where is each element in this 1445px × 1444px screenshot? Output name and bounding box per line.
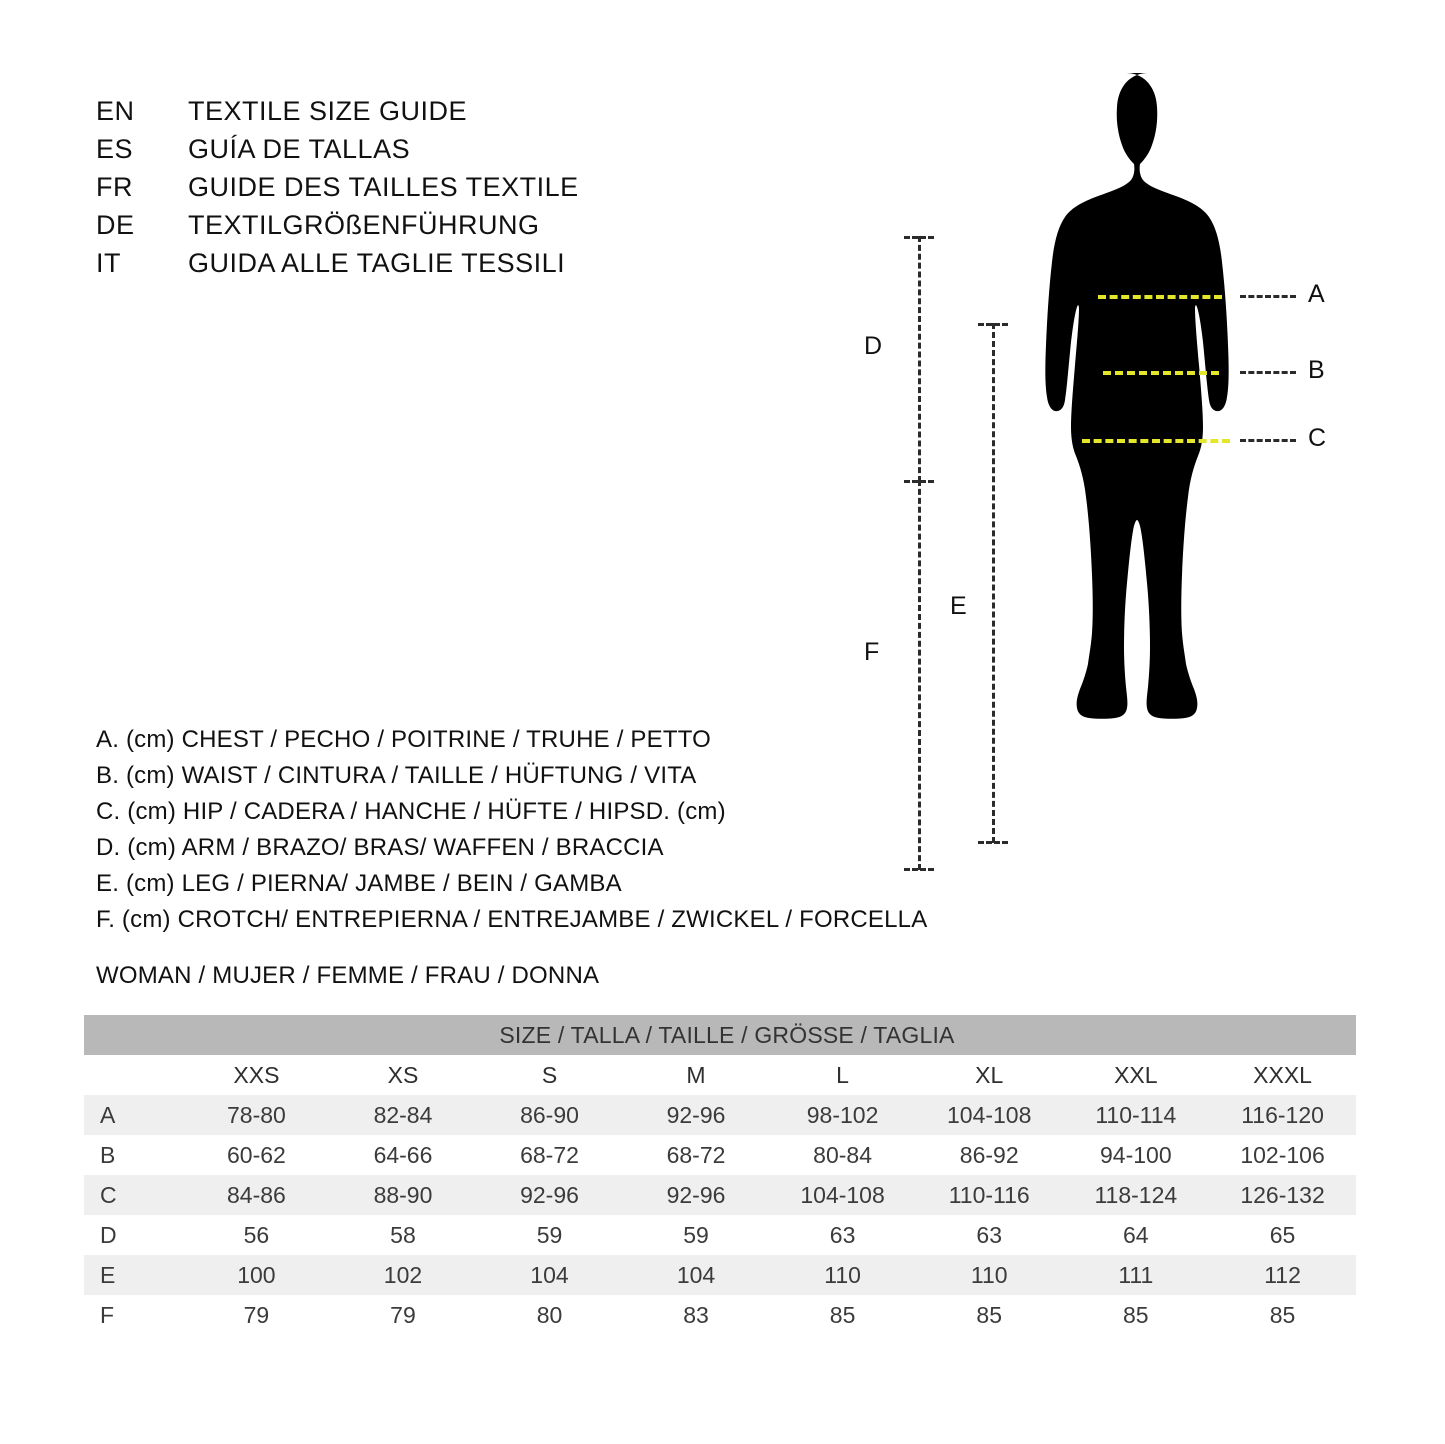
table-cell: 88-90 [330,1175,477,1215]
table-cell: 63 [916,1215,1063,1255]
table-cell: 118-124 [1063,1175,1210,1215]
row-label: D [84,1215,183,1255]
table-cell: 110 [916,1255,1063,1295]
marker-d: D [864,332,883,360]
table-cell: 58 [330,1215,477,1255]
table-cell: 104-108 [916,1095,1063,1135]
size-header-cell: XS [330,1055,477,1095]
table-row [84,1295,1356,1335]
table-cell: 85 [916,1295,1063,1335]
size-table [84,1015,1356,1335]
language-row [96,244,716,282]
table-row [84,1215,1356,1255]
language-title: GUIDE DES TAILLES TEXTILE [188,172,579,202]
table-cell: 92-96 [623,1095,770,1135]
table-cell: 59 [476,1215,623,1255]
size-header-cell: XL [916,1055,1063,1095]
table-cell: 98-102 [769,1095,916,1135]
hip-measure-line [1082,439,1230,443]
table-cell: 63 [769,1215,916,1255]
size-header-cell: XXS [183,1055,330,1095]
crotch-bracket-line [918,480,921,870]
marker-c: C [1308,424,1327,452]
chest-leader-line [1240,295,1296,298]
size-header-cell: XXL [1063,1055,1210,1095]
measurement-legend [96,722,928,938]
table-cell: 60-62 [183,1135,330,1175]
size-header-cell: L [769,1055,916,1095]
hip-leader-line [1240,439,1296,442]
row-label: A [84,1095,183,1135]
table-cell: 102 [330,1255,477,1295]
row-label: C [84,1175,183,1215]
language-row [96,168,716,206]
table-cell: 64 [1063,1215,1210,1255]
table-header-band [84,1015,1356,1055]
language-code: IT [96,248,121,278]
woman-silhouette-icon [1020,65,1280,905]
marker-b: B [1308,356,1325,384]
table-cell: 110-114 [1063,1095,1210,1135]
table-cell: 102-106 [1209,1135,1356,1175]
marker-e: E [950,592,967,620]
legend-item-e: E. (cm) LEG / PIERNA/ JAMBE / BEIN / GAMBA [96,870,622,897]
legend-item-a: A. (cm) CHEST / PECHO / POITRINE / TRUHE / PETTO [96,726,712,753]
table-cell: 68-72 [476,1135,623,1175]
table-row [84,1175,1356,1215]
table-cell: 68-72 [623,1135,770,1175]
table-row [84,1135,1356,1175]
table-cell: 84-86 [183,1175,330,1215]
table-cell: 59 [623,1215,770,1255]
leg-bracket-line [992,323,995,843]
table-cell: 116-120 [1209,1095,1356,1135]
section-label-woman: WOMAN / MUJER / FEMME / FRAU / DONNA [96,962,600,989]
table-cell: 85 [769,1295,916,1335]
legend-item-d: D. (cm) ARM / BRAZO/ BRAS/ WAFFEN / BRACCIA [96,834,664,861]
arm-bracket-line [918,236,921,482]
table-cell: 104-108 [769,1175,916,1215]
table-cell: 78-80 [183,1095,330,1135]
language-title: TEXTILE SIZE GUIDE [188,96,468,126]
marker-a: A [1308,280,1325,308]
table-header-label: SIZE / TALLA / TAILLE / GRÖSSE / TAGLIA [84,1015,1356,1055]
table-cell: 80 [476,1295,623,1335]
table-cell: 86-92 [916,1135,1063,1175]
language-code: FR [96,172,133,202]
table-cell: 126-132 [1209,1175,1356,1215]
language-row [96,130,716,168]
legend-item-b: B. (cm) WAIST / CINTURA / TAILLE / HÜFTUNG / VITA [96,762,697,789]
table-row [84,1255,1356,1295]
table-cell: 79 [330,1295,477,1335]
table-cell: 56 [183,1215,330,1255]
table-corner-cell [84,1055,183,1095]
table-cell: 85 [1209,1295,1356,1335]
table-cell: 100 [183,1255,330,1295]
table-cell: 104 [623,1255,770,1295]
waist-leader-line [1240,371,1296,374]
waist-measure-line [1103,371,1219,375]
row-label: F [84,1295,183,1335]
language-code: ES [96,134,134,164]
language-title: GUIDA ALLE TAGLIE TESSILI [188,248,566,278]
table-cell: 79 [183,1295,330,1335]
table-cell: 112 [1209,1255,1356,1295]
table-cell: 83 [623,1295,770,1335]
table-cell: 111 [1063,1255,1210,1295]
table-cell: 80-84 [769,1135,916,1175]
table-cell: 104 [476,1255,623,1295]
table-size-row [84,1055,1356,1095]
table-cell: 92-96 [476,1175,623,1215]
table-cell: 110 [769,1255,916,1295]
table-row [84,1095,1356,1135]
table-cell: 64-66 [330,1135,477,1175]
row-label: B [84,1135,183,1175]
language-code: DE [96,210,135,240]
language-title: GUÍA DE TALLAS [188,134,411,164]
language-code: EN [96,96,135,126]
language-row [96,92,716,130]
table-cell: 110-116 [916,1175,1063,1215]
table-cell: 92-96 [623,1175,770,1215]
legend-item-f: F. (cm) CROTCH/ ENTREPIERNA / ENTREJAMBE / ZWICKEL / FORCELLA [96,906,928,933]
marker-f: F [864,638,880,666]
size-header-cell: S [476,1055,623,1095]
row-label: E [84,1255,183,1295]
chest-measure-line [1098,295,1222,299]
size-header-cell: M [623,1055,770,1095]
table-cell: 65 [1209,1215,1356,1255]
language-row [96,206,716,244]
table-cell: 85 [1063,1295,1210,1335]
leg-bracket-bottom-tick [978,841,1008,844]
size-header-cell: XXXL [1209,1055,1356,1095]
table-cell: 86-90 [476,1095,623,1135]
language-title: TEXTILGRÖßENFÜHRUNG [188,210,540,240]
table-cell: 94-100 [1063,1135,1210,1175]
legend-item-c: C. (cm) HIP / CADERA / HANCHE / HÜFTE / HIPSD. (cm) [96,798,726,825]
language-title-block [96,92,716,282]
table-cell: 82-84 [330,1095,477,1135]
